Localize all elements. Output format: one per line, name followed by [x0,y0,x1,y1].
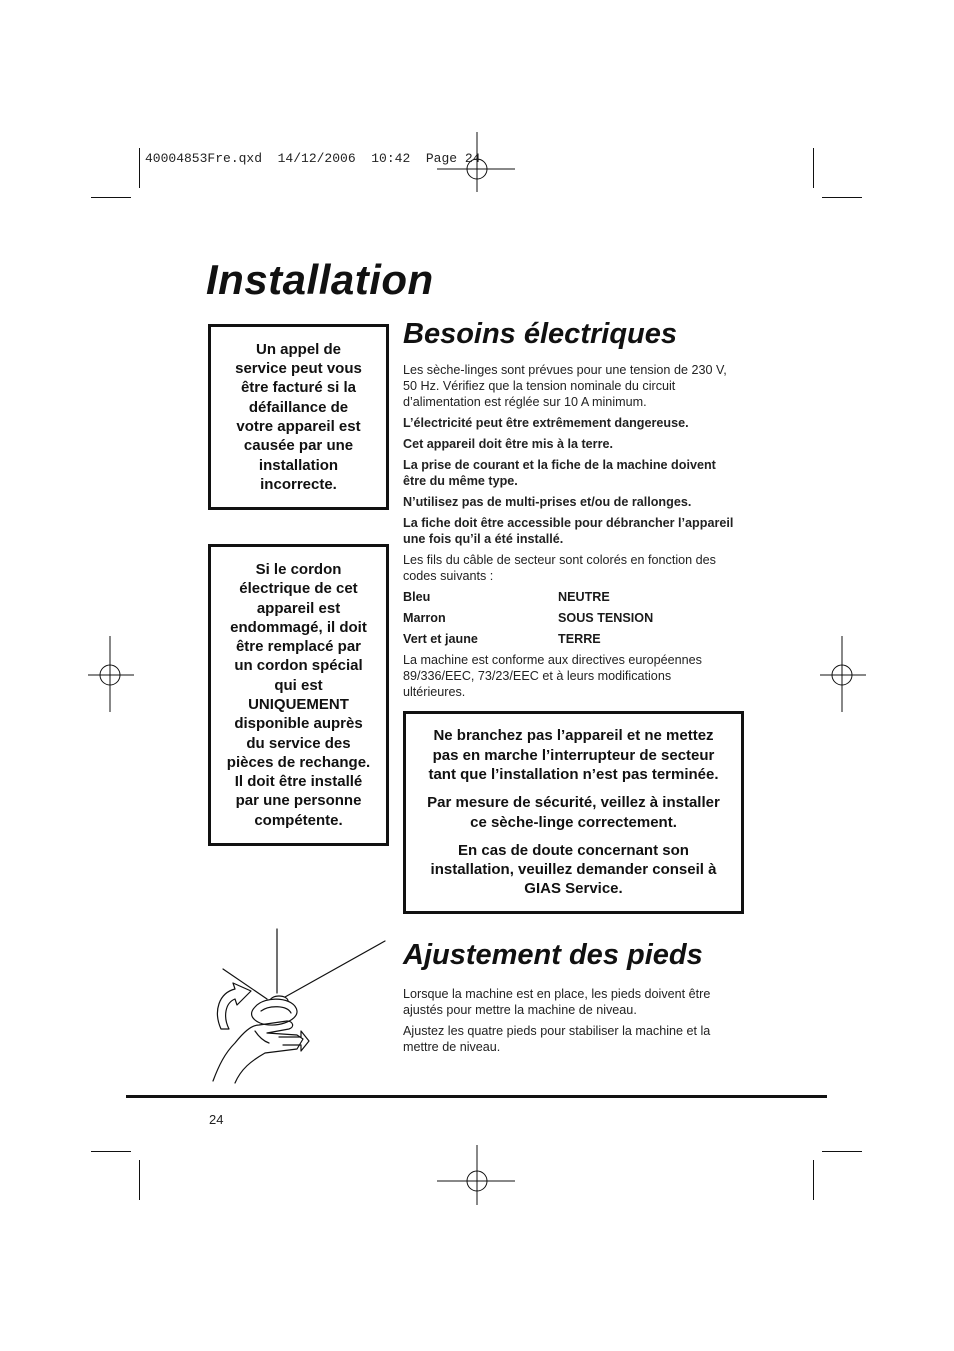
earth-warning: Cet appareil doit être mis à la terre. [403,437,613,451]
registration-mark-top-icon [437,132,517,212]
foot-adjustment-illustration [205,925,390,1085]
feet-paragraph: Lorsque la machine est en place, les pieds doivent être ajustés pour mettre la machine de niveau. [403,987,711,1017]
section-heading-electrical: Besoins électriques [403,318,677,350]
wire-colors-intro: Les fils du câble de secteur sont colorés en fonction des codes suivants : [403,553,716,583]
conformity-paragraph: La machine est conforme aux directives européennes 89/336/EEC, 73/23/EEC et à leurs modifications ultérieures. [403,653,702,699]
wire-color-table [403,589,748,647]
wire-row: Marron SOUS TENSION [403,611,654,625]
feet-paragraph: Ajustez les quatre pieds pour stabiliser la machine et la mettre de niveau. [403,1024,711,1054]
registration-mark-right-icon [820,636,870,716]
electrical-requirements-text [403,362,748,700]
page-number: 24 [209,1112,224,1127]
warning-paragraph: Par mesure de sécurité, veillez à installer ce sèche-linge correctement. [427,794,720,831]
footer-rule [126,1095,827,1098]
voltage-paragraph: Les sèche-linges sont prévues pour une tension de 230 V, 50 Hz. Vérifiez que la tension nominale du circuit d’alimentation est réglée sur 10 A minimum. [403,363,727,409]
registration-mark-bottom-icon [437,1145,517,1225]
registration-mark-left-icon [88,636,138,716]
sidebar-note-billing: Un appel de service peut vous être facturé si la défaillance de votre appareil est causée par une installation incorrecte. [208,324,389,510]
danger-warning: L’électricité peut être extrêmement dangereuse. [403,416,689,430]
feet-adjustment-text [403,986,748,1055]
plug-warning: La prise de courant et la fiche de la machine doivent être du même type. [403,458,716,488]
accessibility-warning: La fiche doit être accessible pour débrancher l’appareil une fois qu’il a été installé. [403,516,734,546]
section-heading-feet: Ajustement des pieds [403,939,703,971]
wire-row: Bleu NEUTRE [403,590,610,604]
warning-paragraph: Ne branchez pas l’appareil et ne mettez pas en marche l’interrupteur de secteur tant que l’installation n’est pas terminée. [428,727,719,783]
wire-row: Vert et jaune TERRE [403,632,601,646]
installation-warning-box [403,711,744,914]
page-title: Installation [206,256,434,303]
warning-paragraph: En cas de doute concernant son installation, veuillez demander conseil à GIAS Service. [430,841,717,898]
sidebar-note-power-cord: Si le cordon électrique de cet appareil est endommagé, il doit être remplacé par un cordon spécial qui est UNIQUEMENT disponible auprès du service des pièces de rechange. Il doit être installé par une personne compétente. [208,544,389,846]
print-slug: 40004853Fre.qxd 14/12/2006 10:42 Page 24 [145,151,481,166]
extension-warning: N’utilisez pas de multi-prises et/ou de rallonges. [403,495,692,509]
